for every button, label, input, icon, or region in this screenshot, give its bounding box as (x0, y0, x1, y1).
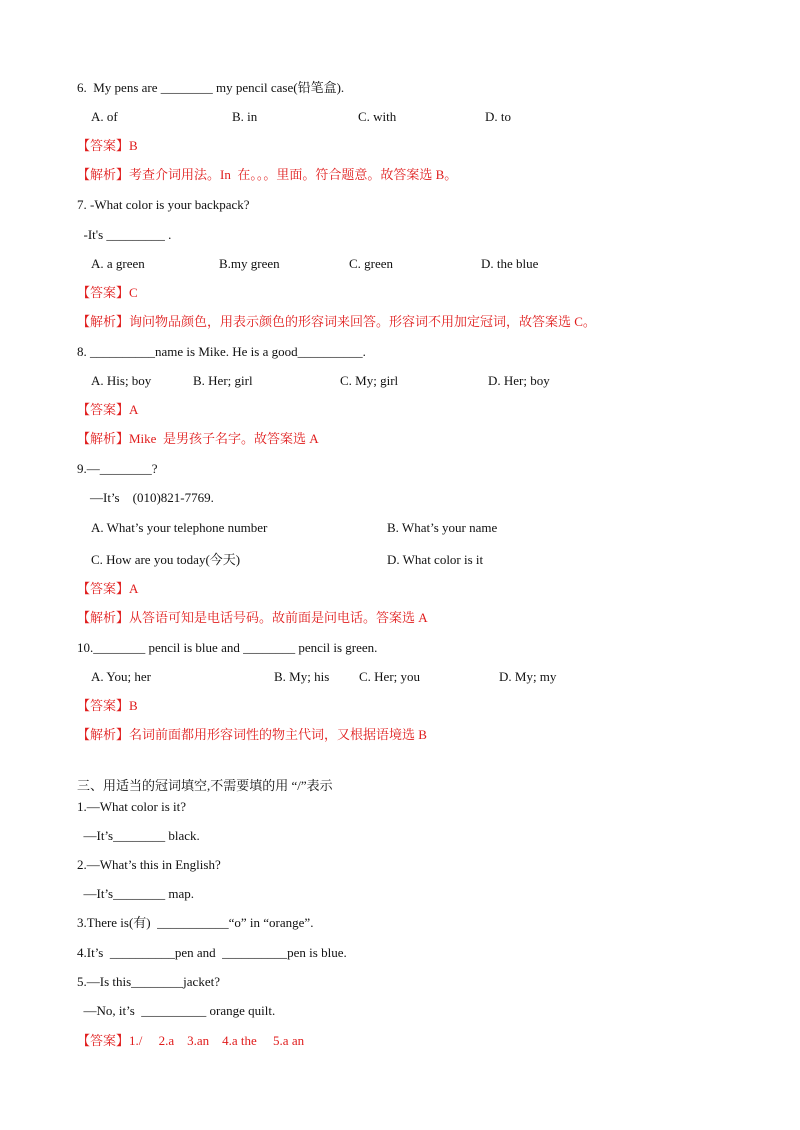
question-9-answer: 【答案】A (77, 581, 139, 596)
question-7-answer: 【答案】C (77, 285, 138, 300)
question-10-analysis: 【解析】名词前面都用形容词性的物主代词，又根据语境选 B (77, 727, 427, 742)
question-8-analysis: 【解析】Mike 是男孩子名字。故答案选 A (77, 431, 319, 446)
question-9-option-c: C. How are you today(今天) (91, 552, 241, 567)
question-6-answer: 【答案】B (77, 138, 138, 153)
question-9-stem: 9.—________? (77, 461, 158, 476)
question-7-stem: 7. -What color is your backpack? (77, 197, 250, 212)
section-3-line-3: 2.—What’s this in English? (77, 857, 221, 872)
question-10-option-c: C. Her; you (359, 669, 421, 684)
question-6-analysis: 【解析】考查介词用法。In 在。。。里面。符合题意。故答案选 B。 (77, 167, 458, 182)
question-7-analysis: 【解析】询问物品颜色，用表示颜色的形容词来回答。形容词不用加定冠词，故答案选 C。 (77, 314, 596, 329)
question-10-stem: 10.________ pencil is blue and ________ pencil is green. (77, 640, 378, 655)
question-8-option-d: D. Her; boy (488, 373, 550, 388)
question-9-option-b: B. What’s your name (387, 520, 498, 535)
question-10-option-a: A. You; her (91, 669, 151, 684)
question-10-option-b: B. My; his (274, 669, 330, 684)
question-6-option-c: C. with (358, 109, 397, 124)
question-6-option-d: D. to (485, 109, 511, 124)
section-3-title: 三、用适当的冠词填空,不需要填的用 “/”表示 (77, 778, 333, 793)
question-6-option-b: B. in (232, 109, 258, 124)
question-8-option-c: C. My; girl (340, 373, 399, 388)
question-7-option-a: A. a green (91, 256, 145, 271)
section-3-line-4: —It’s________ map. (77, 886, 194, 901)
question-9-option-a: A. What’s your telephone number (91, 520, 268, 535)
section-3-line-8: —No, it’s __________ orange quilt. (77, 1003, 276, 1018)
question-7-option-b: B.my green (219, 256, 280, 271)
question-8-option-b: B. Her; girl (193, 373, 253, 388)
question-7-option-c: C. green (349, 256, 394, 271)
section-3-line-5: 3.There is(有) ___________“o” in “orange”. (77, 915, 314, 930)
question-10-answer: 【答案】B (77, 698, 138, 713)
section-3-line-7: 5.—Is this________jacket? (77, 974, 220, 989)
question-9-option-d: D. What color is it (387, 552, 484, 567)
question-7-reply: -It's _________ . (77, 227, 172, 242)
question-6-option-a: A. of (91, 109, 118, 124)
section-3-line-1: 1.—What color is it? (77, 799, 187, 814)
question-6-stem: 6. My pens are ________ my pencil case(铅笔盒). (77, 80, 345, 95)
section-3-line-2: —It’s________ black. (77, 828, 200, 843)
question-9-reply: —It’s (010)821-7769. (77, 490, 214, 505)
question-8-stem: 8. __________name is Mike. He is a good__________. (77, 344, 366, 359)
question-8-option-a: A. His; boy (91, 373, 152, 388)
question-10-option-d: D. My; my (499, 669, 557, 684)
question-7-option-d: D. the blue (481, 256, 539, 271)
section-3-answer: 【答案】1./ 2.a 3.an 4.a the 5.a an (77, 1033, 305, 1048)
section-3-line-6: 4.It’s __________pen and __________pen is blue. (77, 945, 347, 960)
question-8-answer: 【答案】A (77, 402, 139, 417)
question-9-analysis: 【解析】从答语可知是电话号码。故前面是问电话。答案选 A (77, 610, 428, 625)
